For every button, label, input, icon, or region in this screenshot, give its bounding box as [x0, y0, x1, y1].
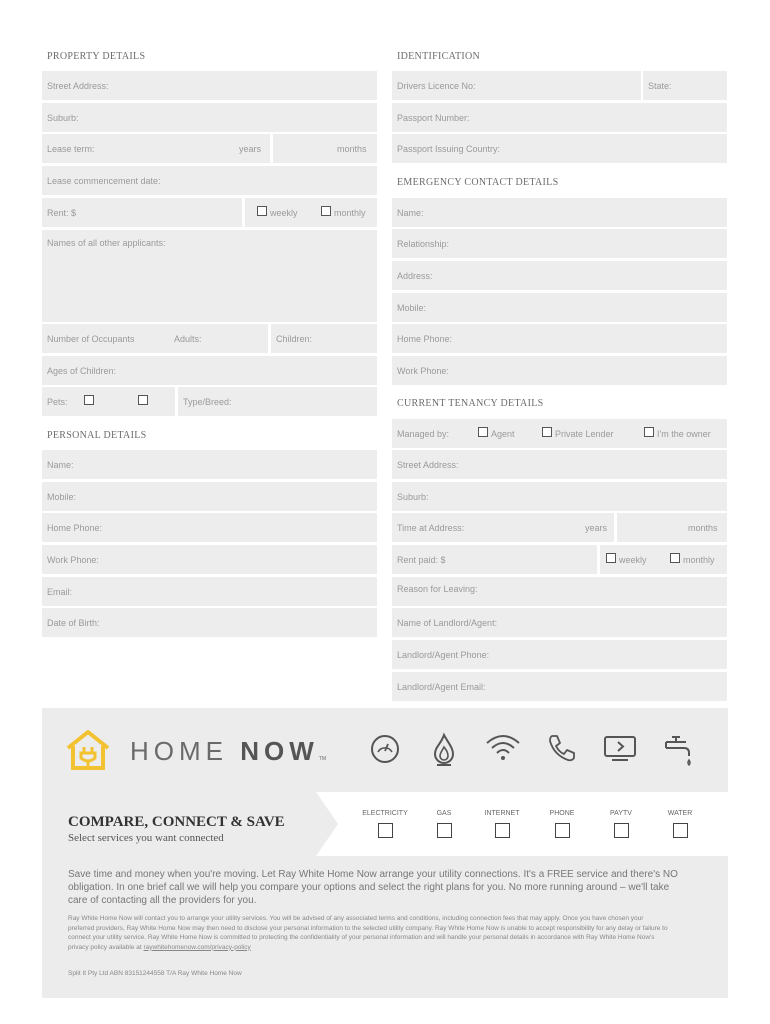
- state-label: State:: [648, 81, 672, 91]
- emergency-heading: EMERGENCY CONTACT DETAILS: [397, 177, 559, 188]
- service-internet: [472, 810, 532, 838]
- time-at-address-months-field[interactable]: [617, 513, 727, 542]
- water-tap-icon: [662, 732, 698, 768]
- emergency-address-field[interactable]: [392, 261, 727, 290]
- tenancy-street-field[interactable]: [392, 450, 727, 479]
- emergency-work-phone-field[interactable]: [392, 356, 727, 385]
- home-now-info: [42, 856, 728, 998]
- rent-weekly-checkbox[interactable]: [257, 206, 267, 216]
- paytv-icon: [602, 732, 640, 764]
- managed-agent-checkbox[interactable]: [478, 427, 488, 437]
- service-water-label: WATER: [667, 810, 693, 817]
- service-gas-checkbox[interactable]: [437, 823, 452, 838]
- lease-term-months-field[interactable]: [273, 134, 377, 163]
- emergency-home-phone-field[interactable]: [392, 324, 727, 353]
- pets-field: [42, 387, 175, 416]
- info-disclaimer: [68, 914, 668, 952]
- service-paytv-checkbox[interactable]: [614, 823, 629, 838]
- service-phone-label: PHONE: [549, 810, 575, 817]
- rent-paid-label: Rent paid: $: [397, 555, 446, 565]
- rent-weekly-label: weekly: [270, 208, 298, 218]
- personal-home-phone-field[interactable]: [42, 513, 377, 542]
- pets-no-checkbox[interactable]: [138, 395, 148, 405]
- adults-label: Adults:: [174, 334, 202, 344]
- landlord-phone-field[interactable]: [392, 640, 727, 669]
- rent-monthly-label: monthly: [334, 208, 366, 218]
- service-gas-label: GAS: [436, 810, 452, 817]
- children-label: Children:: [276, 334, 313, 344]
- tenancy-street-label: Street Address:: [397, 460, 459, 470]
- managed-private-lender-checkbox[interactable]: [542, 427, 552, 437]
- service-paytv: [591, 810, 651, 838]
- suburb-field[interactable]: [42, 103, 377, 132]
- emergency-relationship-field[interactable]: [392, 229, 727, 258]
- electricity-icon: [368, 732, 402, 766]
- rent-paid-monthly-label: monthly: [683, 555, 715, 565]
- passport-country-label: Passport Issuing Country:: [397, 144, 501, 154]
- type-breed-field[interactable]: [178, 387, 377, 416]
- pets-label: Pets:: [47, 397, 68, 407]
- managed-owner-label: I'm the owner: [657, 429, 711, 439]
- compare-services-band: [42, 792, 728, 856]
- emergency-name-label: Name:: [397, 208, 424, 218]
- personal-email-field[interactable]: [42, 577, 377, 606]
- lease-years-label: years: [239, 144, 262, 154]
- service-electricity-label: ELECTRICITY: [362, 810, 408, 817]
- home-now-logo-text: [130, 736, 326, 767]
- reason-leaving-label: Reason for Leaving:: [397, 584, 478, 594]
- landlord-name-label: Name of Landlord/Agent:: [397, 618, 498, 628]
- service-electricity-checkbox[interactable]: [378, 823, 393, 838]
- passport-number-field[interactable]: [392, 103, 727, 132]
- personal-dob-label: Date of Birth:: [47, 618, 100, 628]
- phone-icon: [546, 732, 578, 764]
- service-phone: [532, 810, 592, 838]
- tenancy-heading: CURRENT TENANCY DETAILS: [397, 398, 544, 409]
- ages-children-label: Ages of Children:: [47, 366, 117, 376]
- lease-term-years-field[interactable]: [42, 134, 270, 163]
- service-electricity: [355, 810, 415, 838]
- other-applicants-label: Names of all other applicants:: [47, 238, 166, 248]
- personal-home-phone-label: Home Phone:: [47, 523, 103, 533]
- managed-private-lender-label: Private Lender: [555, 429, 614, 439]
- landlord-phone-label: Landlord/Agent Phone:: [397, 650, 490, 660]
- lease-months-label: months: [337, 144, 367, 154]
- service-phone-checkbox[interactable]: [555, 823, 570, 838]
- managed-by-field: [392, 419, 727, 448]
- other-applicants-field[interactable]: [42, 230, 377, 322]
- time-years-label: years: [585, 523, 608, 533]
- licence-field[interactable]: [392, 71, 641, 100]
- rent-field[interactable]: [42, 198, 242, 227]
- lease-commencement-label: Lease commencement date:: [47, 176, 161, 186]
- gas-flame-icon: [429, 732, 459, 768]
- personal-mobile-field[interactable]: [42, 482, 377, 511]
- personal-details-heading: PERSONAL DETAILS: [47, 430, 147, 441]
- street-address-label: Street Address:: [47, 81, 109, 91]
- personal-name-field[interactable]: [42, 450, 377, 479]
- property-details-heading: PROPERTY DETAILS: [47, 51, 146, 62]
- logo-tm: TM: [318, 756, 327, 762]
- pets-yes-checkbox[interactable]: [84, 395, 94, 405]
- suburb-label: Suburb:: [47, 113, 79, 123]
- info-disclaimer-text: Ray White Home Now will contact you to arrange your utility services. You will be advised of any associated terms and conditions, including connection fees that may apply. Once you have chosen your preferred providers, Ray White Home Now may then need to disclose your personal information to the selected utility company. Ray White Home Now is unable to accept responsibility for any delay or failure to connect your utility service. Ray White Home Now is committed to protecting the confidentiality of your personal information and will handle your personal details in accordance with Ray White Home Now's privacy policy available at: [68, 915, 668, 951]
- landlord-email-field[interactable]: [392, 672, 727, 701]
- landlord-email-label: Landlord/Agent Email:: [397, 682, 486, 692]
- service-internet-checkbox[interactable]: [495, 823, 510, 838]
- lease-commencement-field[interactable]: [42, 166, 377, 195]
- rent-label: Rent: $: [47, 208, 77, 218]
- personal-name-label: Name:: [47, 460, 74, 470]
- landlord-name-field[interactable]: [392, 608, 727, 637]
- emergency-home-phone-label: Home Phone:: [397, 334, 453, 344]
- emergency-address-label: Address:: [397, 271, 433, 281]
- logo-now: NOW: [240, 736, 319, 766]
- logo-home: HOME: [130, 736, 241, 766]
- passport-country-field[interactable]: [392, 134, 727, 163]
- rent-paid-monthly-checkbox[interactable]: [670, 553, 680, 563]
- time-at-address-years-field[interactable]: [392, 513, 614, 542]
- licence-label: Drivers Licence No:: [397, 81, 476, 91]
- tenancy-suburb-label: Suburb:: [397, 492, 429, 502]
- identification-heading: IDENTIFICATION: [397, 51, 481, 62]
- managed-owner-checkbox[interactable]: [644, 427, 654, 437]
- emergency-mobile-field[interactable]: [392, 293, 727, 322]
- emergency-relationship-label: Relationship:: [397, 239, 450, 249]
- service-water-checkbox[interactable]: [673, 823, 688, 838]
- lease-term-label: Lease term:: [47, 144, 95, 154]
- rent-monthly-checkbox[interactable]: [321, 206, 331, 216]
- home-now-banner: [42, 708, 728, 792]
- emergency-work-phone-label: Work Phone:: [397, 366, 449, 376]
- info-main-text: Save time and money when you're moving. Let Ray White Home Now arrange your utility connections. It's a FREE service and there's NO obligation. In one brief call we will help you compare your options and select the right plans for you. No more running around – we'll take care of contacting all the providers for you.: [68, 869, 678, 906]
- occupants-label: Number of Occupants: [47, 334, 135, 344]
- reason-leaving-field[interactable]: [392, 577, 727, 606]
- rent-paid-frequency: [600, 545, 727, 574]
- personal-mobile-label: Mobile:: [47, 492, 77, 502]
- passport-number-label: Passport Number:: [397, 113, 470, 123]
- emergency-mobile-label: Mobile:: [397, 303, 427, 313]
- service-internet-label: INTERNET: [484, 810, 520, 817]
- ages-children-field[interactable]: [42, 356, 377, 385]
- tenancy-suburb-field[interactable]: [392, 482, 727, 511]
- rent-paid-field[interactable]: [392, 545, 597, 574]
- privacy-policy-link[interactable]: raywhitehomenow.com/privacy-policy: [143, 943, 251, 951]
- managed-by-label: Managed by:: [397, 429, 450, 439]
- time-at-address-label: Time at Address:: [397, 523, 465, 533]
- info-abn: Split It Pty Ltd ABN 83151244558 T/A Ray White Home Now: [68, 970, 242, 977]
- personal-work-phone-label: Work Phone:: [47, 555, 99, 565]
- service-paytv-label: PAYTV: [610, 810, 632, 817]
- time-months-label: months: [688, 523, 718, 533]
- street-address-field[interactable]: [42, 71, 377, 100]
- compare-title: COMPARE, CONNECT & SAVE: [68, 814, 285, 830]
- personal-dob-field[interactable]: [42, 608, 377, 637]
- rent-paid-weekly-checkbox[interactable]: [606, 553, 616, 563]
- home-now-logo-icon: [64, 728, 112, 772]
- personal-work-phone-field[interactable]: [42, 545, 377, 574]
- wifi-icon: [484, 732, 522, 764]
- personal-email-label: Email:: [47, 587, 73, 597]
- service-gas: [414, 810, 474, 838]
- rent-paid-weekly-label: weekly: [619, 555, 647, 565]
- compare-subtitle: Select services you want connected: [68, 832, 224, 844]
- occupants-adults-field[interactable]: [42, 324, 268, 353]
- type-breed-label: Type/Breed:: [183, 397, 232, 407]
- state-field[interactable]: [643, 71, 727, 100]
- children-field[interactable]: [271, 324, 377, 353]
- service-water: [650, 810, 710, 838]
- emergency-name-field[interactable]: [392, 198, 727, 227]
- rent-frequency: [245, 198, 377, 227]
- managed-agent-label: Agent: [491, 429, 515, 439]
